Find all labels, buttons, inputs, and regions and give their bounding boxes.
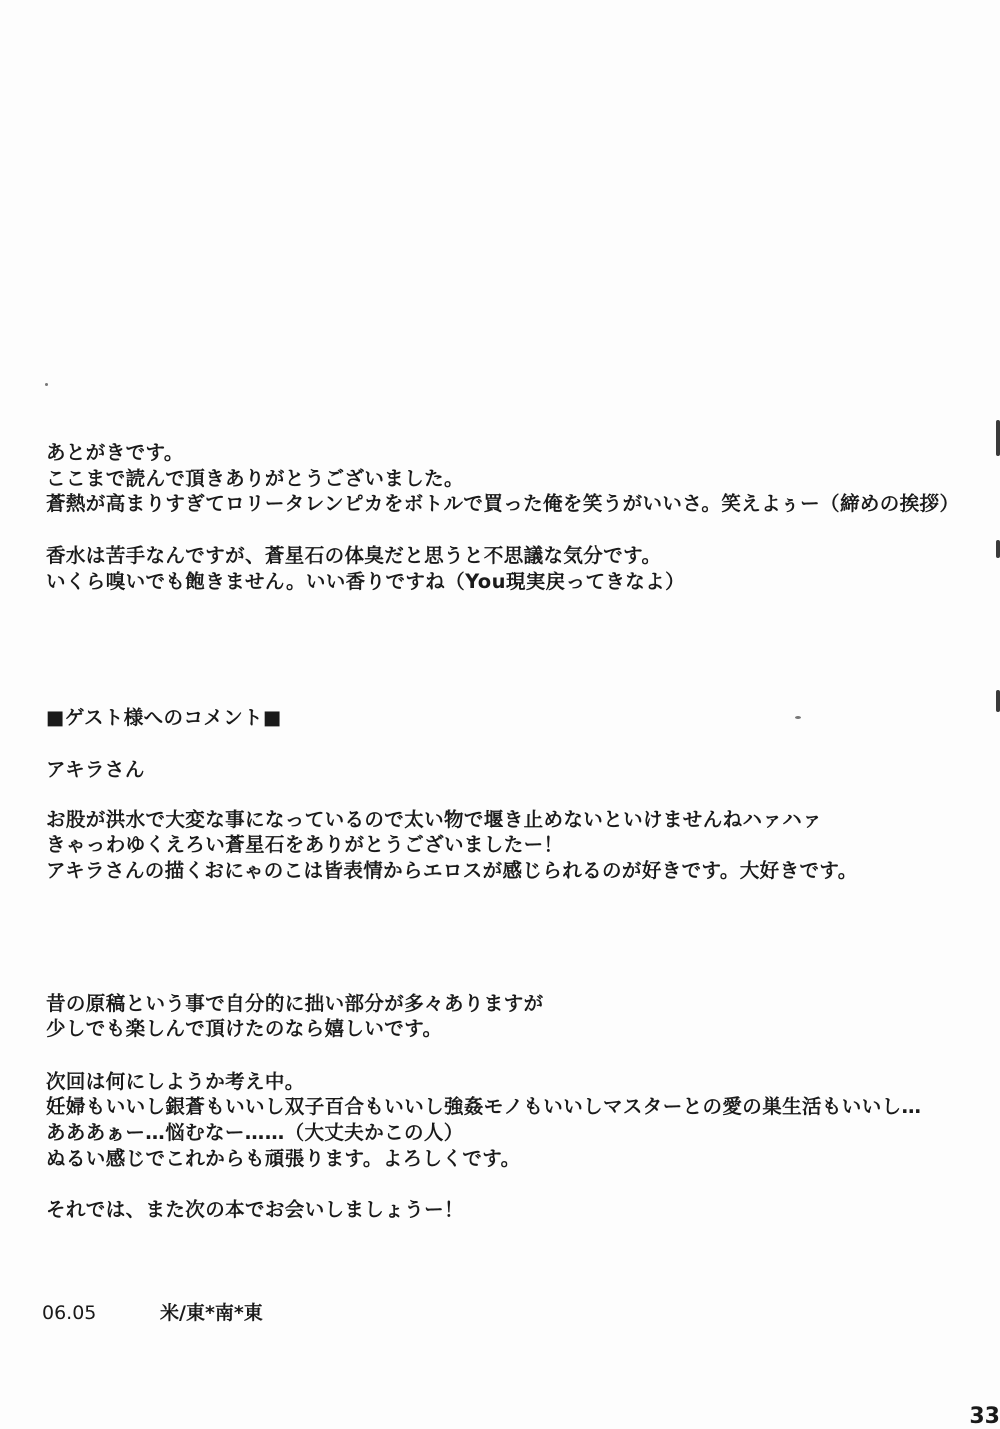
scan-margin-mark <box>996 690 1000 712</box>
afterword-line: いくら嗅いでも飽きません。いい香りですね（You現実戻ってきなよ） <box>46 570 685 593</box>
afterword-line: あとがきです。 <box>46 441 184 464</box>
date: 06.05 <box>42 1302 97 1324</box>
scan-speck <box>795 716 801 719</box>
guest-comment-heading: ■ゲスト様へのコメント■ <box>46 706 282 729</box>
guest-comment-line: アキラさんの描くおにゃのこは皆表情からエロスが感じられるのが好きです。大好きです。 <box>46 859 858 882</box>
closing-line: 次回は何にしようか考え中。 <box>46 1070 305 1093</box>
scan-margin-mark <box>996 540 1000 558</box>
closing-line: 少しでも楽しんで頂けたのなら嬉しいです。 <box>46 1017 443 1040</box>
afterword-line: 香水は苦手なんですが、蒼星石の体臭だと思うと不思議な気分です。 <box>46 544 662 567</box>
page-number: 33 <box>969 1404 1000 1429</box>
closing-line: あああぁー…悩むなー……（大丈夫かこの人） <box>46 1121 464 1144</box>
closing-line: 妊婦もいいし銀蒼もいいし双子百合もいいし強姦モノもいいしマスターとの愛の巣生活もいいし… <box>46 1095 922 1118</box>
guest-name: アキラさん <box>46 758 145 781</box>
closing-line: ぬるい感じでこれからも頑張ります。よろしくです。 <box>46 1147 521 1170</box>
scan-speck <box>45 383 48 386</box>
guest-comment-line: お股が洪水で大変な事になっているので太い物で堰き止めないといけませんねハァハァ <box>46 808 823 831</box>
signature: 米/東*南*東 <box>160 1302 263 1324</box>
guest-comment-line: きゃっわゆくえろい蒼星石をありがとうございましたー！ <box>46 833 564 856</box>
scan-margin-mark <box>996 420 1000 456</box>
afterword-line: 蒼熱が高まりすぎてロリータレンピカをボトルで買った俺を笑うがいいさ。笑えよぅー（締めの挨拶） <box>46 492 960 515</box>
closing-line: 昔の原稿という事で自分的に拙い部分が多々ありますが <box>46 992 544 1015</box>
closing-line: それでは、また次の本でお会いしましょうー！ <box>46 1198 464 1221</box>
afterword-line: ここまで読んで頂きありがとうございました。 <box>46 467 464 490</box>
